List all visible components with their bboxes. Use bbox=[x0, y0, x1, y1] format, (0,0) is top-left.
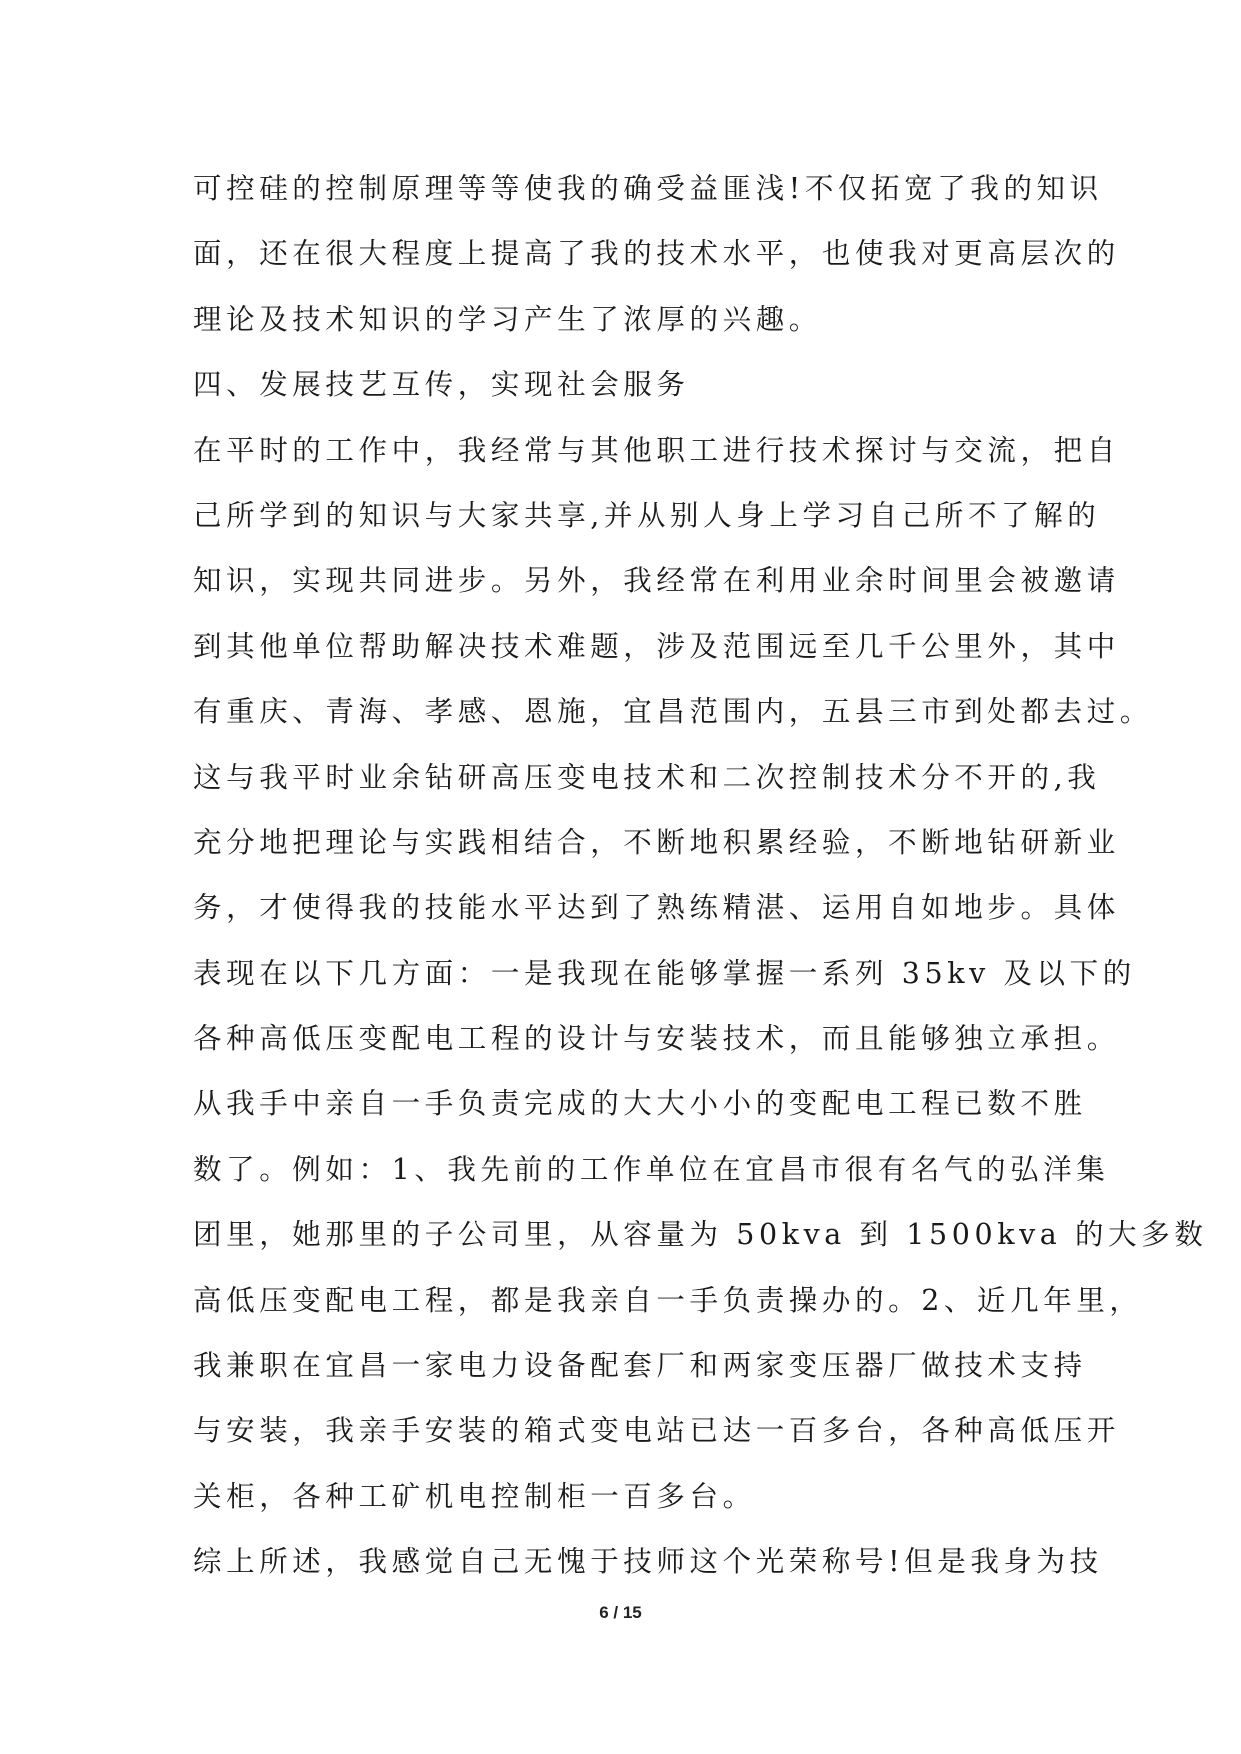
text-line: 从我手中亲自一手负责完成的大大小小的变配电工程已数不胜 bbox=[193, 1087, 1087, 1121]
text-line: 理论及技术知识的学习产生了浓厚的兴趣。 bbox=[193, 302, 822, 336]
text-line: 表现在以下几方面：一是我现在能够掌握一系列 35kv 及以下的 bbox=[193, 956, 1136, 990]
body-text bbox=[193, 156, 1208, 1595]
text-line: 可控硅的控制原理等等使我的确受益匪浅!不仅拓宽了我的知识 bbox=[193, 172, 1103, 205]
section-heading: 四、发展技艺互传，实现社会服务 bbox=[193, 368, 690, 402]
text-line: 有重庆、青海、孝感、恩施，宜昌范围内，五县三市到处都去过。 bbox=[193, 695, 1153, 729]
text-line: 数了。例如：1、我先前的工作单位在宜昌市很有名气的弘洋集 bbox=[193, 1152, 1110, 1186]
text-line: 面，还在很大程度上提高了我的技术水平，也使我对更高层次的 bbox=[193, 237, 1120, 271]
text-line: 团里，她那里的子公司里，从容量为 50kva 到 1500kva 的大多数 bbox=[193, 1218, 1208, 1252]
text-line: 到其他单位帮助解决技术难题，涉及范围远至几千公里外，其中 bbox=[193, 629, 1120, 663]
text-line: 知识，实现共同进步。另外，我经常在利用业余时间里会被邀请 bbox=[193, 564, 1120, 598]
text-line: 我兼职在宜昌一家电力设备配套厂和两家变压器厂做技术支持 bbox=[193, 1349, 1087, 1383]
text-line: 综上所述，我感觉自己无愧于技师这个光荣称号!但是我身为技 bbox=[193, 1545, 1103, 1579]
text-line: 高低压变配电工程，都是我亲自一手负责操办的。2、近几年里， bbox=[193, 1283, 1143, 1317]
text-line: 己所学到的知识与大家共享,并从别人身上学习自己所不了解的 bbox=[193, 498, 1101, 532]
text-line: 与安装，我亲手安装的箱式变电站已达一百多台，各种高低压开 bbox=[193, 1414, 1120, 1448]
text-line: 这与我平时业余钻研高压变电技术和二次控制技术分不开的,我 bbox=[193, 760, 1101, 794]
page-number: 6 / 15 bbox=[599, 1603, 642, 1622]
text-line: 在平时的工作中，我经常与其他职工进行技术探讨与交流，把自 bbox=[193, 433, 1120, 467]
text-line: 各种高低压变配电工程的设计与安装技术，而且能够独立承担。 bbox=[193, 1022, 1120, 1056]
text-line: 务，才使得我的技能水平达到了熟练精湛、运用自如地步。具体 bbox=[193, 891, 1120, 925]
text-line: 关柜，各种工矿机电控制柜一百多台。 bbox=[193, 1479, 756, 1513]
text-line: 充分地把理论与实践相结合，不断地积累经验，不断地钻研新业 bbox=[193, 825, 1120, 859]
